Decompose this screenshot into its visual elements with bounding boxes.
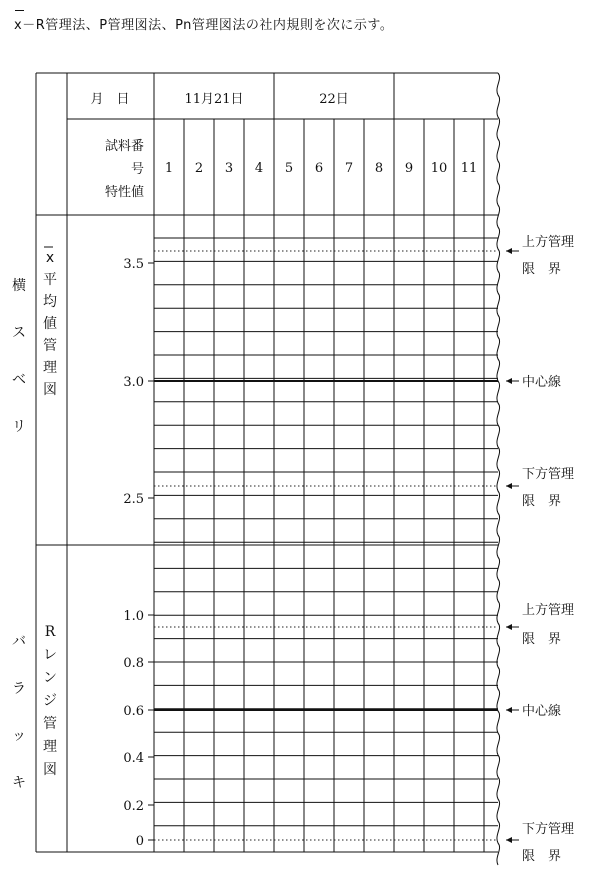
chart-labels — [12, 92, 574, 864]
xbar-chart-label-char: x — [45, 250, 55, 266]
range-lcl-label-2: 限 界 — [522, 849, 562, 864]
sample-number: 4 — [254, 161, 264, 176]
range-chart-label-char: 理 — [43, 739, 57, 755]
xbar-chart-label-char: 管 — [43, 338, 57, 354]
range-chart-label-char: レ — [43, 647, 57, 663]
xbar-axis-value: 2.5 — [123, 492, 144, 507]
range-axis-value: 1.0 — [123, 609, 144, 624]
side-label-char: ス — [12, 325, 26, 341]
range-axis-value: 0 — [135, 834, 144, 849]
side-label-char: バ — [12, 634, 26, 650]
date-nov21: 11月21日 — [184, 92, 244, 107]
xbar-center-label: 中心線 — [522, 375, 562, 390]
range-chart-label-char: 管 — [43, 716, 57, 732]
xbar-lcl-label-2: 限 界 — [522, 494, 562, 509]
side-label-char: ラ — [12, 681, 26, 697]
range-ucl-label: 上方管理 — [522, 603, 575, 618]
side-label-char: ベ — [12, 372, 26, 388]
range-chart-label-char: ジ — [43, 693, 57, 709]
range-lcl-label: 下方管理 — [522, 822, 575, 837]
xbar-lcl-arrow-icon — [506, 483, 512, 489]
side-label-char: リ — [12, 419, 26, 435]
sample-number: 11 — [460, 161, 478, 176]
xbar-chart-label-char: 理 — [43, 360, 57, 376]
torn-edge — [497, 73, 500, 865]
side-label-char: ッ — [12, 728, 26, 744]
page-title: x－R管理法、P管理図法、Pn管理図法の社内規則を次に示す。 — [14, 18, 394, 33]
range-axis-value: 0.8 — [123, 656, 144, 671]
range-chart-label-char: ン — [43, 670, 57, 686]
range-ucl-arrow-icon — [506, 624, 512, 630]
sample-number: 3 — [224, 161, 234, 176]
date-label: 月 日 — [90, 92, 130, 107]
range-axis-value: 0.6 — [123, 704, 144, 719]
sample-number: 5 — [284, 161, 294, 176]
range-ucl-label-2: 限 界 — [522, 632, 562, 647]
range-axis-value: 0.4 — [123, 751, 144, 766]
date-22: 22日 — [319, 92, 349, 107]
range-center-label: 中心線 — [522, 704, 562, 719]
characteristic-label: 特性値 — [104, 185, 144, 200]
range-chart-label-char: R — [44, 624, 56, 640]
sample-number: 6 — [314, 161, 324, 176]
xbar-ucl-arrow-icon — [506, 248, 512, 254]
xbar-axis-value: 3.5 — [123, 257, 144, 272]
xbar-ucl-label: 上方管理 — [522, 235, 575, 250]
xbar-chart-label-char: 均 — [43, 294, 57, 310]
side-label-char: 横 — [12, 278, 26, 294]
range-axis-value: 0.2 — [123, 799, 144, 814]
xbar-lcl-label: 下方管理 — [522, 467, 575, 482]
xbar-center-arrow-icon — [506, 378, 512, 384]
side-label-char: キ — [12, 775, 26, 791]
sample-number: 7 — [344, 161, 354, 176]
sample-number: 10 — [430, 161, 448, 176]
range-center-arrow-icon — [506, 707, 512, 713]
xbar-axis-value: 3.0 — [123, 375, 144, 390]
sample-number: 8 — [374, 161, 384, 176]
xbar-chart-label-char: 図 — [43, 382, 57, 398]
sample-no-label: 試料番 — [104, 139, 144, 154]
sample-number: 2 — [194, 161, 204, 176]
sample-number: 9 — [404, 161, 414, 176]
range-lcl-arrow-icon — [506, 837, 512, 843]
range-chart-label-char: 図 — [43, 762, 57, 778]
xbar-chart-label-char: 値 — [43, 316, 57, 332]
sample-no-label-2: 号 — [130, 162, 144, 177]
xbar-chart-label-char: 平 — [43, 272, 57, 288]
sample-number: 1 — [164, 161, 174, 176]
xbar-ucl-label-2: 限 界 — [522, 262, 562, 277]
